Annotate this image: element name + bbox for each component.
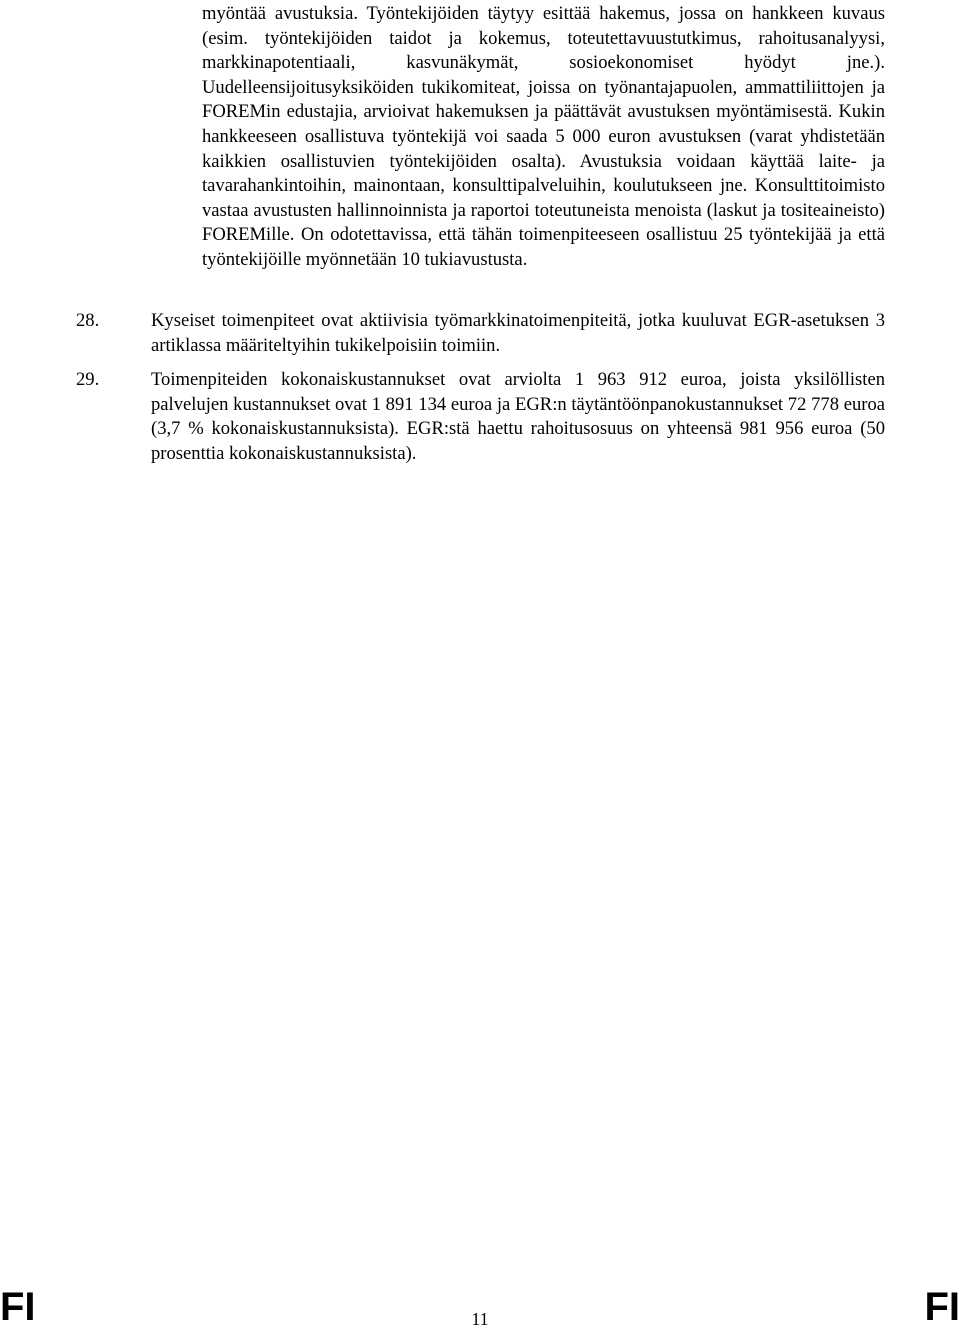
paragraph-text: Toimenpiteiden kokonaiskustannukset ovat arviolta 1 963 912 euroa, joista yksilöllisten palvelujen kustannukset ovat 1 891 134 euroa ja EGR:n täytäntöönpanokustannukset 72 778 euroa (3,7 % kokonaiskustannuksista). EGR:stä haettu rahoitusosuus on yhteensä 981 956 euroa (50 prosenttia kokonaiskustannuksista).	[151, 369, 885, 464]
footer-language-code-left: FI	[0, 1285, 36, 1329]
paragraph-number: 29.	[76, 369, 100, 390]
paragraph-number: 28.	[76, 310, 100, 331]
page-number: 11	[471, 1309, 489, 1329]
numbered-paragraph-28	[76, 309, 885, 358]
paragraph-text: Kyseiset toimenpiteet ovat aktiivisia työmarkkinatoimenpiteitä, jotka kuuluvat EGR-asetuksen 3 artiklassa määriteltyihin tukikelpoisiin toimiin.	[151, 310, 885, 356]
footer-language-code-right: FI	[924, 1285, 960, 1329]
continued-paragraph: myöntää avustuksia. Työntekijöiden täytyy esittää hakemus, jossa on hankkeen kuvaus (esim. työntekijöiden taidot ja kokemus, toteutettavuustutkimus, rahoitusanalyysi, markkinapotentiaali, kasvunäkymät, sosioekonomiset hyödyt jne.). Uudelleensijoitusyksiköiden tukikomiteat, joissa on työnantajapuolen, ammattiliittojen ja FOREMin edustajia, arvioivat hakemuksen ja päättävät avustuksen myöntämisestä. Kukin hankkeeseen osallistuva työntekijä voi saada 5 000 euron avustuksen (varat yhdistetään kaikkien osallistuvien työntekijöiden osalta). Avustuksia voidaan käyttää laite- ja tavarahankintoihin, mainontaan, konsulttipalveluihin, koulutukseen jne. Konsulttitoimisto vastaa avustusten hallinnoinnista ja raportoi toteutuneista menoista (laskut ja tositeaineisto) FOREMille. On odotettavissa, että tähän toimenpiteeseen osallistuu 25 työntekijää ja että työntekijöille myönnetään 10 tukiavustusta.	[202, 3, 885, 270]
numbered-paragraph-29	[76, 368, 885, 466]
